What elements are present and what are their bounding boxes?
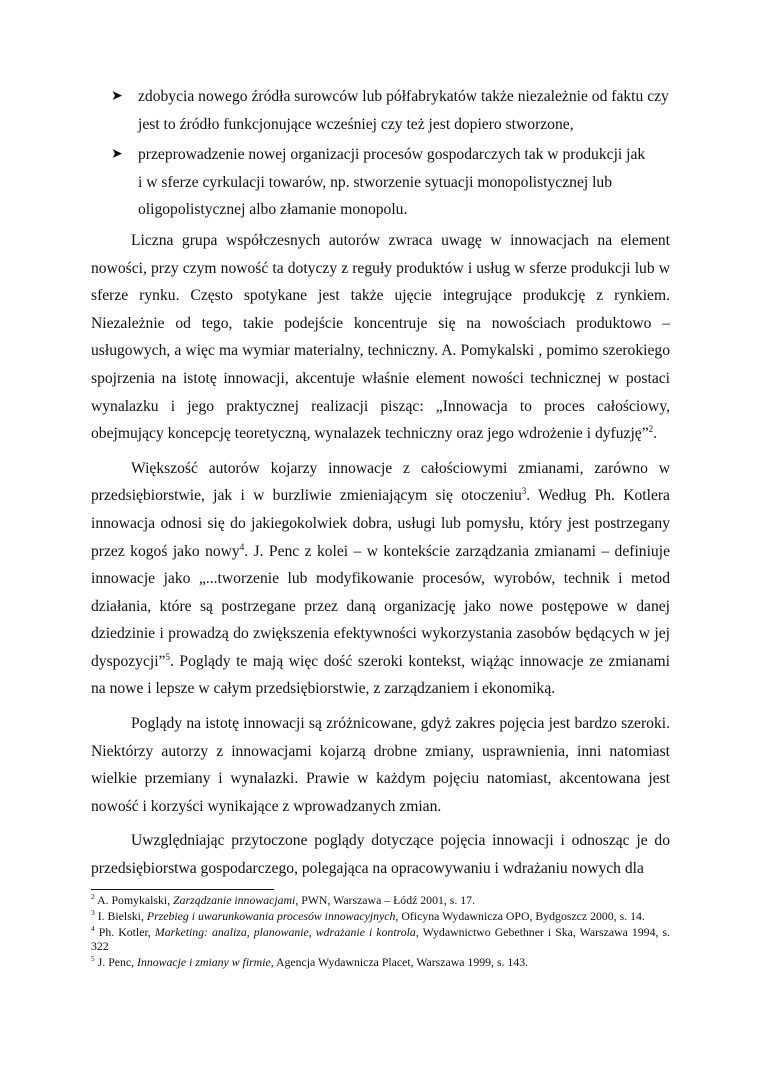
footnote — [91, 893, 670, 908]
paragraph-text: . — [653, 425, 658, 443]
bullet-text-line: przeprowadzenie nowej organizacji procesów gospodarczych tak w produkcji jak — [138, 146, 646, 164]
paragraph-text: . J. Penc z kolei – w kontekście zarządzania zmianami – definiuje innowacje jako „...tworzenie lub modyfikowanie procesów, wyrobów, technik i metod działania, które są postrzegane przez daną organizację jako nowe postępowe w danej dziedzinie i prowadzą do zwiększenia efektywności wykorzystania zasobów będących w jej dyspozycji” — [91, 542, 670, 670]
bullet-text-line: oligopolistycznej albo złamanie monopolu. — [138, 201, 408, 219]
paragraph-text: . Według Ph. Kotlera innowacja odnosi się do jakiegokolwiek dobra, usługi lub pomysłu, który jest postrzegany przez kogoś jako nowy — [91, 487, 670, 560]
footnote-title: Marketing: analiza, planowanie, wdrażanie i kontrola, — [154, 924, 419, 939]
footnote-author: Ph. Kotler, — [98, 924, 155, 939]
bullet-text-line: i w sferze cyrkulacji towarów, np. stworzenie sytuacji monopolistycznej lub — [138, 173, 613, 191]
footnote-ref: 3 — [521, 486, 527, 497]
footnote-ref: 5 — [165, 651, 170, 662]
paragraph: Uwzględniając przytoczone poglądy dotyczące pojęcia innowacji i odnosząc je do przedsiębiorstwa gospodarczego, polegająca na opracowywaniu i wdrażaniu nowych dla — [91, 832, 670, 878]
bullet-item — [91, 83, 670, 138]
footnote-publisher: Oficyna Wydawnicza OPO, Bydgoszcz 2000, s. 14. — [398, 908, 645, 923]
footnote-publisher: Agencja Wydawnicza Placet, Warszawa 1999, s. 143. — [273, 955, 529, 970]
footnote-number: 3 — [91, 907, 95, 917]
footnote-author: J. Penc, — [97, 955, 138, 970]
footnote-number: 2 — [91, 892, 95, 902]
paragraph — [91, 455, 670, 703]
paragraph-text: . Poglądy te mają więc dość szeroki kontekst, wiążąc innowacje ze zmianami na nowe i lepsze w całym przedsiębiorstwie, z zarządzaniem i ekonomiką. — [91, 652, 670, 698]
footnote — [91, 909, 670, 924]
footnote-publisher: PWN, Warszawa – Łódź 2001, s. 17. — [298, 893, 476, 907]
paragraph-text: Większość autorów kojarzy innowacje z całościowymi zmianami, zarówno w przedsiębiorstwie, jak i w burzliwie zmieniającym się otoczeniu — [91, 459, 670, 505]
paragraph: Poglądy na istotę innowacji są zróżnicowane, gdyż zakres pojęcia jest bardzo szeroki. Niektórzy autorzy z innowacjami kojarzą drobne zmiany, usprawnienia, inni natomiast wielkie przemiany i wynalazki. Prawie w każdym pojęciu natomiast, akcentowana jest nowość i korzyści wynikające z wprowadzanych zmian. — [91, 715, 670, 815]
footnote-title: Zarządzanie innowacjami, — [173, 893, 299, 907]
footnote-number: 4 — [91, 923, 95, 933]
body-text — [91, 83, 670, 890]
footnote-publisher: Wydawnictwo Gebethner i Ska, Warszawa 1994, s. 322 — [91, 924, 671, 954]
footnote — [91, 955, 670, 970]
footnote-author: I. Bielski, — [97, 908, 147, 923]
bullet-text-line: jest to źródło funkcjonujące wcześniej czy też jest dopiero stworzone, — [138, 115, 574, 133]
footnote-title: Przebieg i uwarunkowania procesów innowacyjnych, — [146, 908, 399, 923]
paragraph-text: Liczna grupa współczesnych autorów zwraca uwagę w innowacjach na element nowości, przy czym nowość ta dotyczy z reguły produktów i usług w sferze produkcji lub w sferze rynku. Często spotykane jest także ujęcie integrujące produkcję z rynkiem. Niezależnie od tego, takie podejście koncentruje się na nowościach produktowo – usługowych, a więc ma wymiar materialny, techniczny. A. Pomykalski , pomimo szerokiego spojrzenia na istotę innowacji, akcentuje właśnie element nowości technicznej w postaci wynalazku i jego praktycznej realizacji pisząc: „Innowacja to proces całościowy, obejmujący koncepcję teoretyczną, wynalazek techniczny oraz jego wdrożenie i dyfuzję” — [91, 231, 670, 443]
footnote — [91, 925, 670, 955]
footnote-title: Innowacje i zmiany w firmie, — [137, 955, 274, 970]
bullet-text-line: zdobycia nowego źródła surowców lub półfabrykatów także niezależnie od faktu czy — [138, 88, 669, 105]
footnote-author: A. Pomykalski, — [97, 893, 174, 907]
footnote-separator — [91, 889, 274, 890]
arrow-bullet-icon: ➤ — [111, 147, 123, 163]
bullet-list — [91, 83, 670, 224]
footnotes — [91, 893, 670, 971]
footnote-number: 5 — [91, 954, 95, 964]
paragraph — [91, 227, 670, 448]
footnote-ref: 2 — [648, 423, 654, 434]
footnote-ref: 4 — [239, 541, 245, 552]
arrow-bullet-icon: ➤ — [111, 89, 123, 104]
bullet-item — [91, 141, 670, 224]
